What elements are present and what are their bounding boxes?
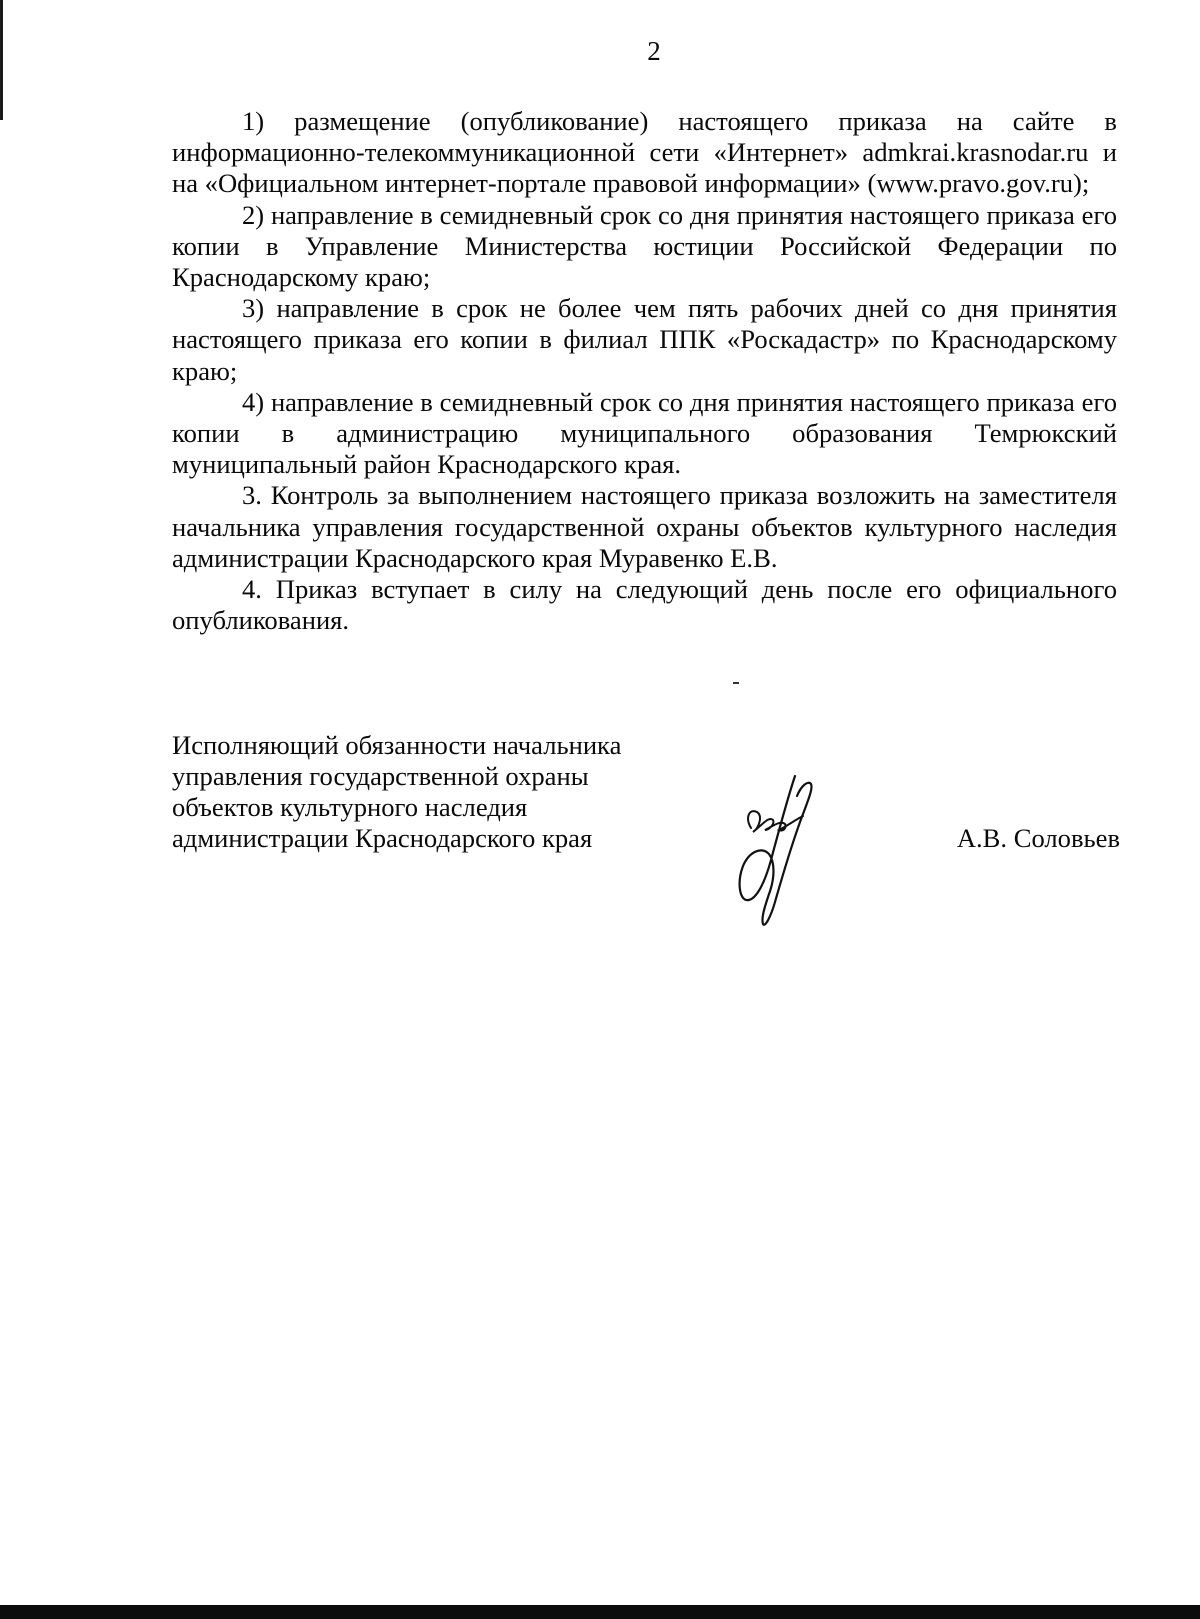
paragraph-publication: 1) размещение (опубликование) настоящего приказа на сайте в информационно-телекоммуникационной сети «Интернет» admkrai.krasnodar.ru и на «Официальном интернет-портале правовой информации» (www.pravo.gov.ru); bbox=[172, 106, 1117, 199]
paragraph-temryuk-administration: 4) направление в семидневный срок со дня принятия настоящего приказа его копии в администрацию муниципального образования Темрюкский муниципальный район Краснодарского края. bbox=[172, 386, 1117, 480]
position-line: администрации Краснодарского края bbox=[172, 823, 593, 853]
position-line: Исполняющий обязанности начальника bbox=[172, 730, 622, 760]
paragraph-ministry-of-justice: 2) направление в семидневный срок со дня принятия настоящего приказа его копии в Управление Министерства юстиции Российской Федерации по Краснодарскому краю; bbox=[172, 199, 1117, 293]
position-line: объектов культурного наследия bbox=[172, 792, 528, 822]
document-body bbox=[172, 106, 1117, 636]
signatory-name: А.В. Соловьев bbox=[956, 823, 1120, 853]
handwritten-signature bbox=[735, 770, 850, 930]
position-line: управления государственной охраны bbox=[172, 761, 589, 791]
paragraph-entry-into-force: 4. Приказ вступает в силу на следующий день после его официального опубликования. bbox=[172, 574, 1117, 636]
signatory-position bbox=[172, 730, 692, 854]
paragraph-control: 3. Контроль за выполнением настоящего приказа возложить на заместителя начальника управления государственной охраны объектов культурного наследия администрации Краснодарского края Муравенко Е.В. bbox=[172, 480, 1117, 573]
scan-speck bbox=[733, 682, 739, 684]
page-number: 2 bbox=[647, 36, 661, 66]
paragraph-roskadastr: 3) направление в срок не более чем пять рабочих дней со дня принятия настоящего приказа его копии в филиал ППК «Роскадастр» по Краснодарскому краю; bbox=[172, 293, 1117, 386]
scan-edge-bottom bbox=[0, 1605, 1200, 1619]
